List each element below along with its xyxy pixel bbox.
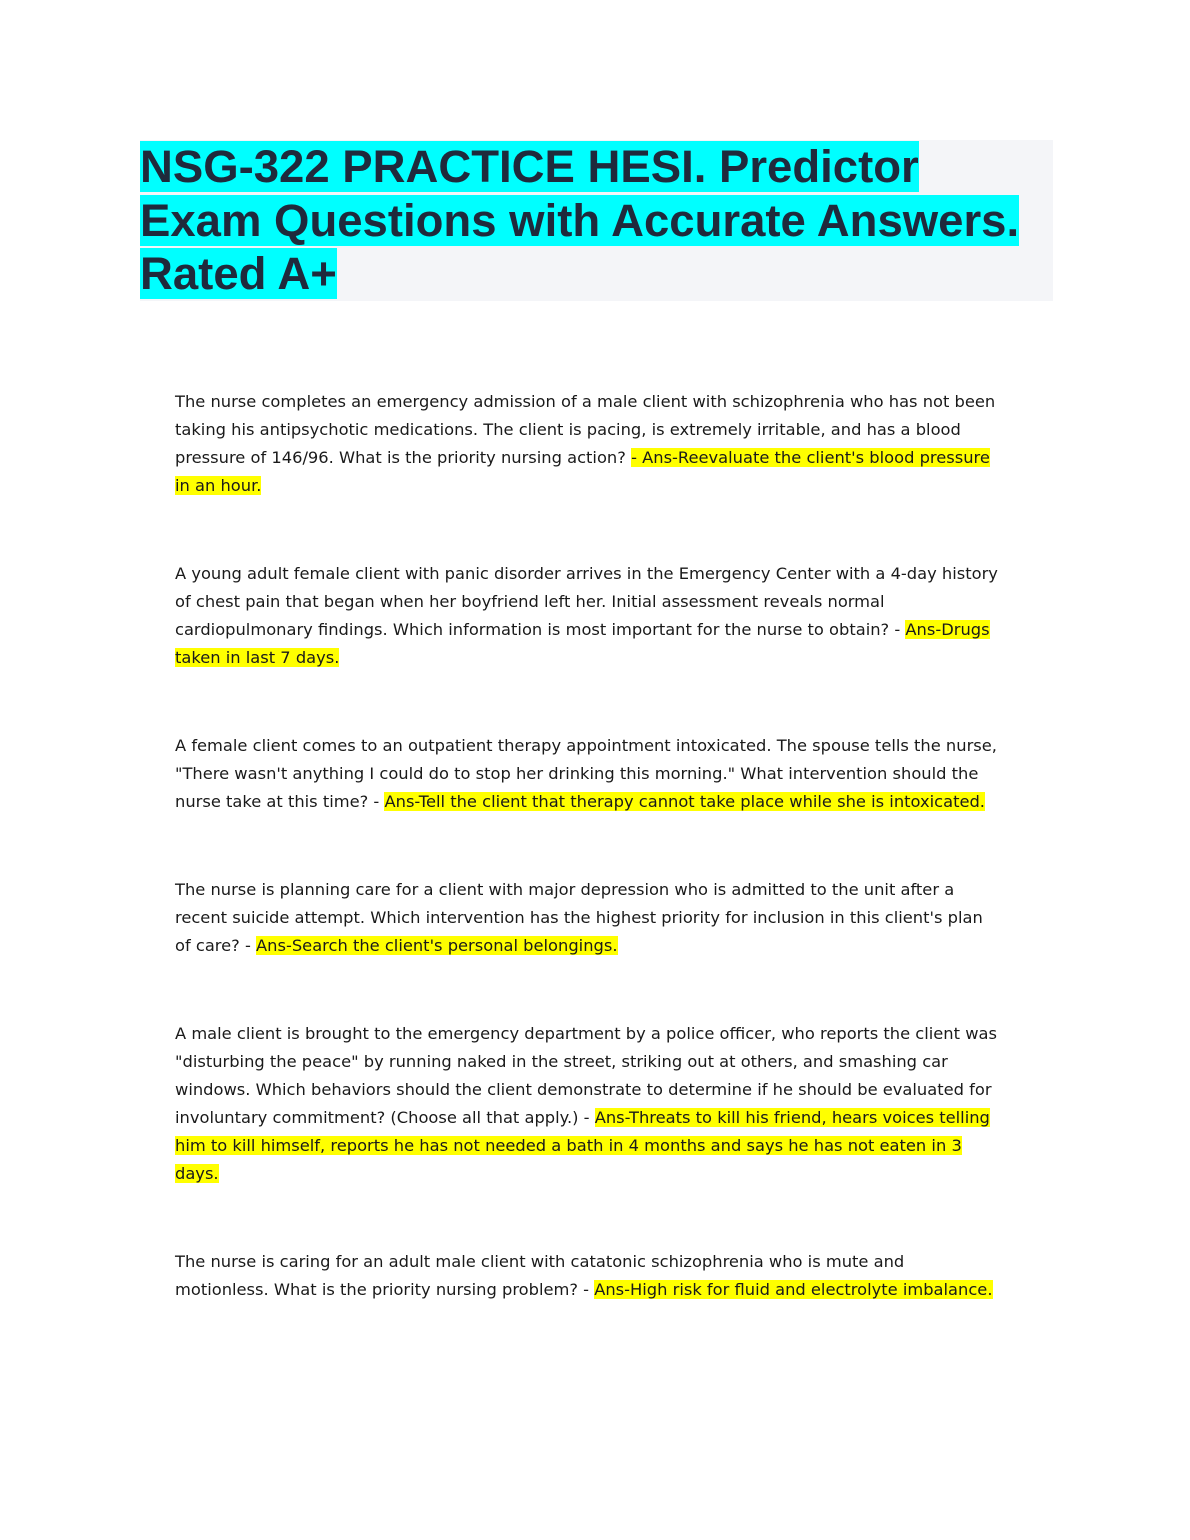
title-line-text: NSG-322 PRACTICE HESI. Predictor: [140, 141, 919, 192]
qa-line: [175, 560, 1055, 588]
qa-item: [175, 1020, 1055, 1188]
qa-line: [175, 644, 1055, 672]
qa-item: [175, 1248, 1055, 1304]
question-text: windows. Which behaviors should the client demonstrate to determine if he should be evaluated for: [175, 1080, 992, 1099]
qa-line: [175, 932, 1055, 960]
qa-line: [175, 788, 1055, 816]
title-line-text: Exam Questions with Accurate Answers.: [140, 194, 1020, 246]
title-block: [140, 140, 1053, 301]
qa-line: [175, 616, 1055, 644]
title-line: [140, 140, 1053, 194]
question-text: The nurse is planning care for a client with major depression who is admitted to the unit after a: [175, 880, 955, 899]
question-text: The nurse is caring for an adult male client with catatonic schizophrenia who is mute and: [175, 1252, 905, 1271]
qa-line: [175, 760, 1055, 788]
answer-highlight: Ans-Search the client's personal belongings.: [256, 936, 618, 955]
qa-line: [175, 1132, 1055, 1160]
question-text: motionless. What is the priority nursing problem? -: [175, 1280, 595, 1299]
document-title: [140, 140, 1053, 301]
qa-line: [175, 588, 1055, 616]
qa-line: [175, 904, 1055, 932]
qa-line: [175, 444, 1055, 472]
question-text: taking his antipsychotic medications. The client is pacing, is extremely irritable, and has a blood: [175, 420, 961, 439]
answer-highlight: - Ans-Reevaluate the client's blood pressure: [631, 448, 990, 467]
qa-line: [175, 1248, 1055, 1276]
question-text: involuntary commitment? (Choose all that apply.) -: [175, 1108, 595, 1127]
answer-highlight: taken in last 7 days.: [175, 648, 340, 667]
answer-highlight: him to kill himself, reports he has not needed a bath in 4 months and says he has not eaten in 3: [175, 1136, 962, 1155]
title-line: [140, 194, 1053, 248]
qa-line: [175, 1048, 1055, 1076]
title-line-text: Rated A+: [140, 248, 337, 299]
question-text: nurse take at this time? -: [175, 792, 385, 811]
question-text: "There wasn't anything I could do to stop her drinking this morning." What intervention should the: [175, 764, 979, 783]
question-text: of chest pain that began when her boyfriend left her. Initial assessment reveals normal: [175, 592, 885, 611]
question-text: "disturbing the peace" by running naked in the street, striking out at others, and smashing car: [175, 1052, 948, 1071]
question-text: A female client comes to an outpatient therapy appointment intoxicated. The spouse tells the nurse,: [175, 736, 997, 755]
qa-line: [175, 1104, 1055, 1132]
answer-highlight: Ans-Tell the client that therapy cannot take place while she is intoxicated.: [384, 792, 985, 811]
answer-highlight: Ans-High risk for fluid and electrolyte imbalance.: [594, 1280, 993, 1299]
qa-line: [175, 1160, 1055, 1188]
qa-line: [175, 732, 1055, 760]
question-text: A young adult female client with panic disorder arrives in the Emergency Center with a 4-day history: [175, 564, 998, 583]
qa-item: [175, 732, 1055, 816]
question-text: A male client is brought to the emergency department by a police officer, who reports the client was: [175, 1024, 997, 1043]
question-text: of care? -: [175, 936, 257, 955]
qa-line: [175, 1020, 1055, 1048]
qa-line: [175, 876, 1055, 904]
answer-highlight: in an hour.: [175, 476, 262, 495]
qa-item: [175, 388, 1055, 500]
qa-line: [175, 416, 1055, 444]
qa-line: [175, 472, 1055, 500]
title-line: [140, 247, 1053, 301]
qa-line: [175, 1076, 1055, 1104]
question-text: The nurse completes an emergency admission of a male client with schizophrenia who has not been: [175, 392, 996, 411]
answer-highlight: Ans-Drugs: [905, 620, 990, 639]
question-text: recent suicide attempt. Which intervention has the highest priority for inclusion in this client's plan: [175, 908, 983, 927]
qa-item: [175, 560, 1055, 672]
answer-highlight: Ans-Threats to kill his friend, hears voices telling: [594, 1108, 990, 1127]
qa-item: [175, 876, 1055, 960]
answer-highlight: days.: [175, 1164, 219, 1183]
question-text: pressure of 146/96. What is the priority nursing action?: [175, 448, 632, 467]
qa-line: [175, 1276, 1055, 1304]
qa-line: [175, 388, 1055, 416]
question-text: cardiopulmonary findings. Which information is most important for the nurse to obtain? -: [175, 620, 906, 639]
